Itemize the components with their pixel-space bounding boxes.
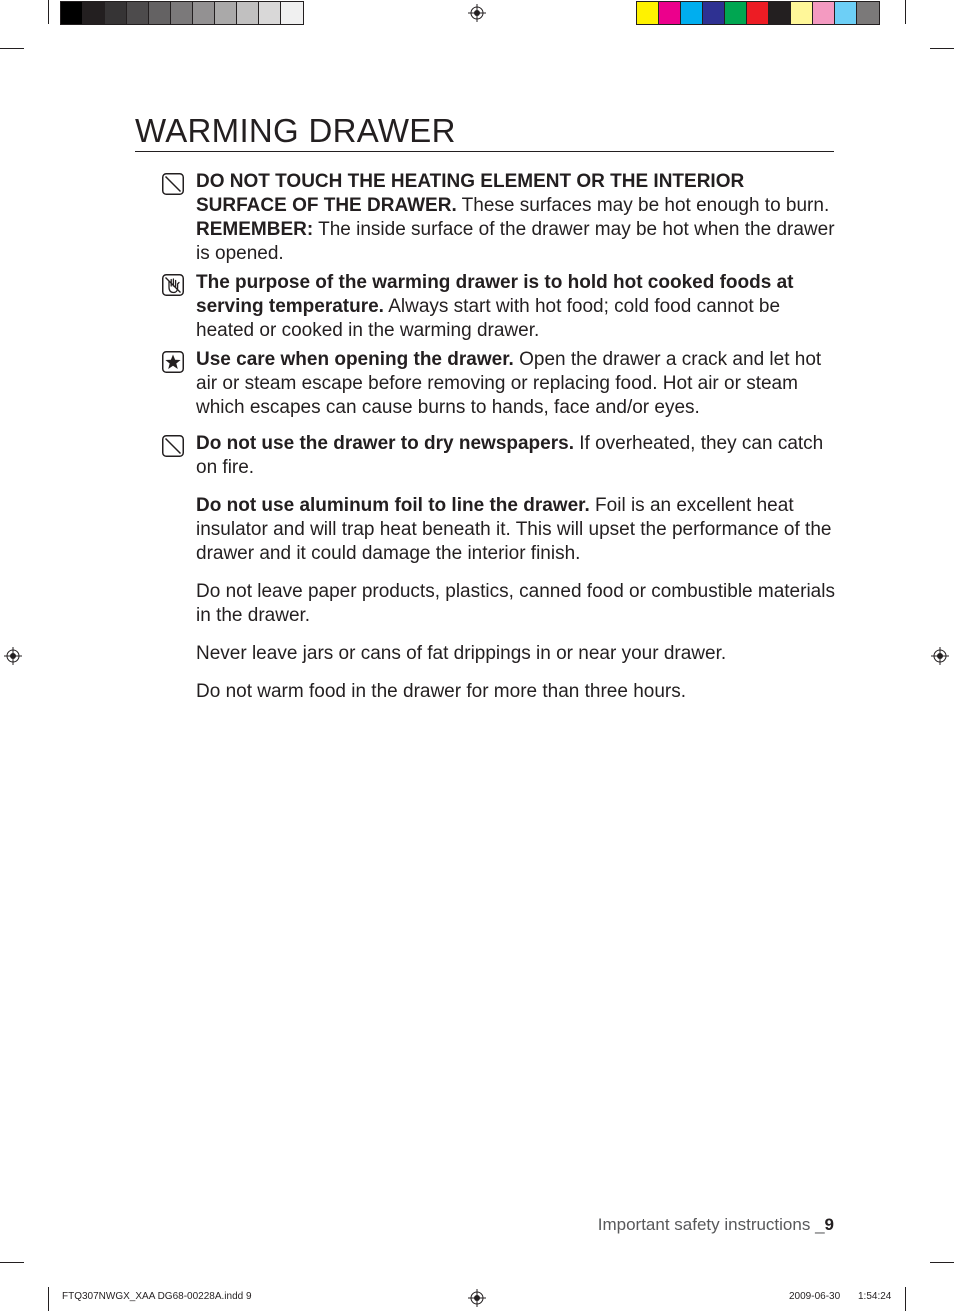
prohibition-icon (162, 173, 186, 197)
safety-item (196, 580, 836, 628)
safety-item (196, 680, 836, 704)
swatch (105, 2, 127, 24)
slug-file-name: FTQ307NWGX_XAA DG68-00228A.indd 9 (62, 1291, 252, 1302)
safety-paragraph (196, 432, 836, 480)
registration-mark-icon (468, 4, 486, 22)
swatch (681, 2, 703, 24)
hand-caution-icon (162, 274, 186, 298)
swatch (127, 2, 149, 24)
page-footer (598, 1215, 834, 1235)
body-text: Always start with hot food; cold food cannot be heated or cooked in the warming drawer. (196, 296, 781, 341)
safety-paragraph: Do not leave paper products, plastics, canned food or combustible materials in the drawer. (196, 581, 835, 626)
swatch (149, 2, 171, 24)
crop-mark (0, 48, 24, 49)
swatch (61, 2, 83, 24)
swatch (747, 2, 769, 24)
swatch (659, 2, 681, 24)
swatch (791, 2, 813, 24)
emphasis-text: DO NOT TOUCH THE HEATING ELEMENT OR THE INTERIOR SURFACE OF THE DRAWER. (196, 171, 745, 216)
swatch (83, 2, 105, 24)
registration-mark-icon (931, 647, 949, 665)
body-text: The inside surface of the drawer may be hot when the drawer is opened. (196, 219, 835, 264)
crop-mark (48, 0, 49, 24)
swatch (171, 2, 193, 24)
safety-item (196, 170, 836, 266)
swatch (237, 2, 259, 24)
safety-paragraph (196, 218, 836, 266)
star-note-icon (162, 351, 186, 375)
safety-paragraph (196, 348, 836, 420)
swatch (857, 2, 879, 24)
swatch (835, 2, 857, 24)
body-text: Open the drawer a crack and let hot air or steam escape before removing or replacing food. Hot air or steam which escapes can cause burns to hands, face and/or eyes. (196, 349, 822, 418)
swatch (259, 2, 281, 24)
body-text: Foil is an excellent heat insulator and will trap heat beneath it. This will upset the performance of the drawer and it could damage the interior finish. (196, 495, 832, 564)
safety-paragraph: Never leave jars or cans of fat drippings in or near your drawer. (196, 643, 727, 664)
grayscale-color-bar (60, 1, 304, 25)
swatch (637, 2, 659, 24)
registration-mark-icon (468, 1289, 486, 1307)
page-number: 9 (824, 1215, 834, 1234)
footer-section-label: Important safety instructions _ (597, 1215, 825, 1234)
slug-date: 2009-06-30 (789, 1291, 841, 1302)
emphasis-text: The purpose of the warming drawer is to hold hot cooked foods at serving temperature. (196, 272, 794, 317)
swatch (769, 2, 791, 24)
crop-mark (930, 48, 954, 49)
safety-item (196, 494, 836, 566)
body-text: These surfaces may be hot enough to burn. (456, 195, 830, 216)
swatch (193, 2, 215, 24)
crop-mark (905, 1287, 906, 1311)
registration-mark-icon (4, 647, 22, 665)
safety-item (196, 271, 836, 343)
process-color-bar (636, 1, 880, 25)
page-title: WARMING DRAWER (135, 112, 834, 152)
swatch (725, 2, 747, 24)
crop-mark (930, 1262, 954, 1263)
emphasis-text: Do not use the drawer to dry newspapers. (196, 433, 574, 454)
emphasis-text: Use care when opening the drawer. (196, 349, 514, 370)
prohibition-icon (162, 435, 186, 459)
safety-item (196, 432, 836, 480)
crop-mark (0, 1262, 24, 1263)
crop-mark (48, 1287, 49, 1311)
safety-paragraph (196, 271, 836, 343)
crop-mark (905, 0, 906, 24)
swatch (703, 2, 725, 24)
swatch (813, 2, 835, 24)
emphasis-text: REMEMBER: (196, 219, 314, 240)
safety-paragraph (196, 170, 836, 218)
safety-item (196, 348, 836, 420)
swatch (215, 2, 237, 24)
safety-item (196, 642, 836, 666)
emphasis-text: Do not use aluminum foil to line the drawer. (196, 495, 590, 516)
slug-time: 1:54:24 (858, 1291, 892, 1302)
swatch (281, 2, 303, 24)
safety-paragraph: Do not warm food in the drawer for more than three hours. (196, 681, 687, 702)
body-text: If overheated, they can catch on fire. (196, 433, 824, 478)
safety-instructions-list (196, 170, 836, 704)
safety-paragraph (196, 494, 836, 566)
